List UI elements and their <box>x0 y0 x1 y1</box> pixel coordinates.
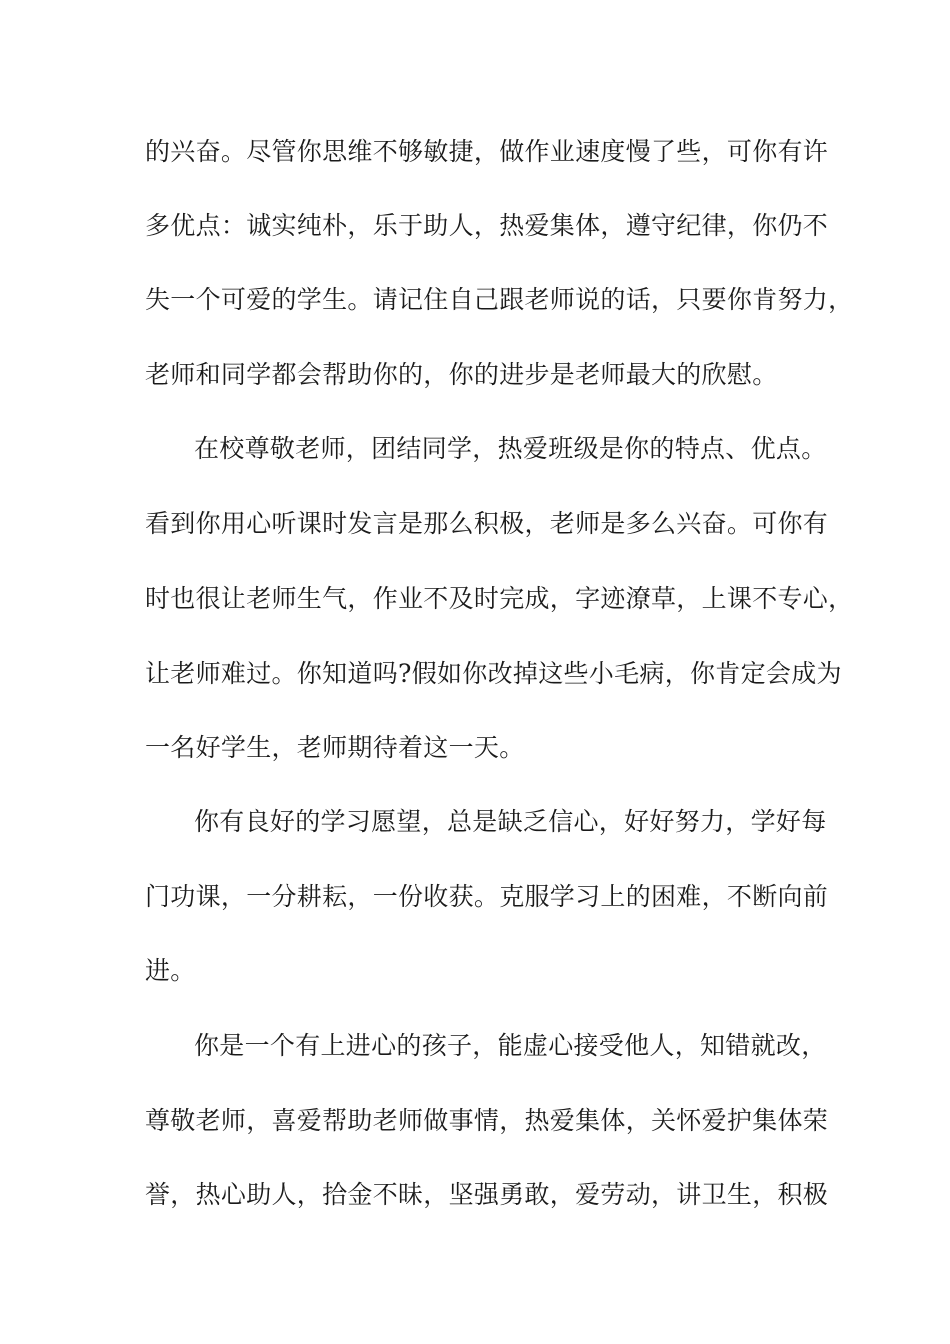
text-line: 多优点：诚实纯朴，乐于助人，热爱集体，遵守纪律，你仍不 <box>145 211 829 240</box>
paragraph-first-line: 在校尊敬老师，团结同学，热爱班级是你的特点、优点。 <box>194 434 827 463</box>
text-line: 让老师难过。你知道吗?假如你改掉这些小毛病，你肯定会成为 <box>145 659 842 688</box>
text-line: 老师和同学都会帮助你的，你的进步是老师最大的欣慰。 <box>145 360 778 389</box>
text-line: 失一个可爱的学生。请记住自己跟老师说的话，只要你肯努力， <box>145 285 854 314</box>
text-line: 尊敬老师，喜爱帮助老师做事情，热爱集体，关怀爱护集体荣 <box>145 1106 829 1135</box>
text-line: 的兴奋。尽管你思维不够敏捷，做作业速度慢了些，可你有许 <box>145 137 829 166</box>
text-line: 进。 <box>145 956 196 985</box>
text-line: 看到你用心听课时发言是那么积极，老师是多么兴奋。可你有 <box>145 509 829 538</box>
paragraph-first-line: 你是一个有上进心的孩子，能虚心接受他人，知错就改， <box>194 1031 827 1060</box>
text-line: 时也很让老师生气，作业不及时完成，字迹潦草，上课不专心， <box>145 584 854 613</box>
text-line: 一名好学生，老师期待着这一天。 <box>145 733 525 762</box>
text-line: 门功课，一分耕耘，一份收获。克服学习上的困难，不断向前 <box>145 882 829 911</box>
text-line: 誉，热心助人，拾金不昧，坚强勇敢，爱劳动，讲卫生，积极 <box>145 1180 829 1209</box>
paragraph-first-line: 你有良好的学习愿望，总是缺乏信心，好好努力，学好每 <box>194 807 827 836</box>
